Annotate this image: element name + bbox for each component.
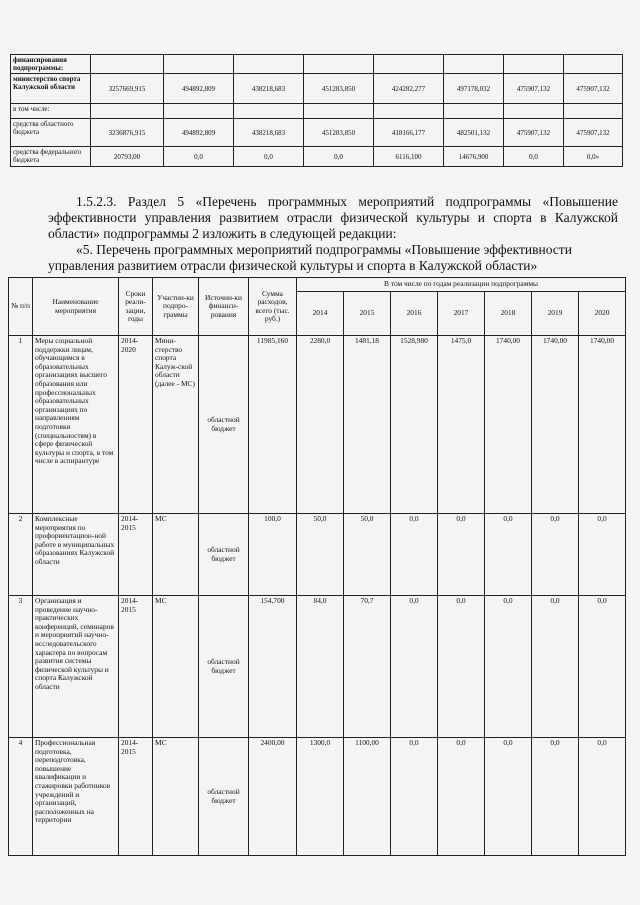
measure-row xyxy=(9,596,626,738)
measure-year-value: 1481,18 xyxy=(344,336,391,514)
funding-value-cell xyxy=(504,55,564,74)
header-year-2014: 2014 xyxy=(297,292,344,336)
measure-row xyxy=(9,336,626,514)
measure-participants: МС xyxy=(153,514,199,596)
header-num: № п/п xyxy=(9,278,33,336)
measure-year-value: 70,7 xyxy=(344,596,391,738)
measure-year-value: 0,0 xyxy=(579,596,626,738)
funding-value-cell: 0,0 xyxy=(164,147,234,167)
header-year-2020: 2020 xyxy=(579,292,626,336)
funding-value-cell xyxy=(234,104,304,119)
funding-row-label: средства областного бюджета xyxy=(11,119,91,147)
measure-year-value: 0,0 xyxy=(485,596,532,738)
funding-value-cell: 20793,00 xyxy=(91,147,164,167)
funding-value-cell xyxy=(304,104,374,119)
measure-name: Меры социальной поддержки лицам, обучающимся в образовательных организациях высшего образования или профессиональных образовательных организациях по направлениям подготовки (специальностям) в сфере физической культуры и спорта, в том числе в аспирантуре xyxy=(33,336,119,514)
funding-value-cell: 418166,177 xyxy=(374,119,444,147)
measure-sum: 2400,00 xyxy=(249,738,297,856)
measure-sum: 154,700 xyxy=(249,596,297,738)
measure-year-value: 84,0 xyxy=(297,596,344,738)
funding-value-cell xyxy=(164,104,234,119)
funding-row xyxy=(11,119,623,147)
measure-funding-source: областной бюджет xyxy=(199,336,249,514)
measure-name: Организация и проведение научно-практических конференций, семинаров и мероприятий научно-исследовательского характера по вопросам развития системы физической культуры и спорта Калужской области xyxy=(33,596,119,738)
funding-value-cell: 475907,132 xyxy=(504,74,564,104)
measure-year-value: 0,0 xyxy=(532,596,579,738)
section-title-paragraph: «5. Перечень программных мероприятий подпрограммы «Повышение эффективности управления развитием отрасли физической культуры и спорта в Калужской области» xyxy=(48,242,572,273)
funding-value-cell xyxy=(444,104,504,119)
measure-year-value: 2280,0 xyxy=(297,336,344,514)
funding-row xyxy=(11,147,623,167)
measure-terms: 2014-2015 xyxy=(119,738,153,856)
header-participants: Участни-ки подпро-граммы xyxy=(153,278,199,336)
measure-year-value: 0,0 xyxy=(485,738,532,856)
header-name: Наименование мероприятия xyxy=(33,278,119,336)
funding-value-cell xyxy=(374,104,444,119)
measure-row xyxy=(9,738,626,856)
funding-value-cell xyxy=(164,55,234,74)
measure-participants: МС xyxy=(153,738,199,856)
amendment-paragraph: 1.5.2.3. Раздел 5 «Перечень программных мероприятий подпрограммы «Повышение эффективности управления развитием отрасли физической культуры и спорта в Калужской области» подпрограммы 2 изложить в следующей редакции: xyxy=(48,194,618,241)
funding-value-cell: 475907,132 xyxy=(564,74,623,104)
funding-value-cell xyxy=(234,55,304,74)
header-year-2019: 2019 xyxy=(532,292,579,336)
measure-terms: 2014-2020 xyxy=(119,336,153,514)
measure-num: 1 xyxy=(9,336,33,514)
measure-year-value: 1740,00 xyxy=(485,336,532,514)
measure-terms: 2014-2015 xyxy=(119,514,153,596)
funding-value-cell: 438218,683 xyxy=(234,74,304,104)
measure-year-value: 0,0 xyxy=(532,514,579,596)
funding-value-cell: 3236876,915 xyxy=(91,119,164,147)
funding-value-cell: 0,0 xyxy=(304,147,374,167)
header-by-year: В том числе по годам реализации подпрограммы xyxy=(297,278,626,292)
measure-name: Комплексные мероприятия по профориентацион-ной работе в муниципальных образованиях Калужской области xyxy=(33,514,119,596)
header-year-2015: 2015 xyxy=(344,292,391,336)
funding-row-label: в том числе: xyxy=(11,104,91,119)
funding-value-cell: 0,0» xyxy=(564,147,623,167)
funding-value-cell: 0,0 xyxy=(234,147,304,167)
measure-num: 3 xyxy=(9,596,33,738)
measure-funding-source: областной бюджет xyxy=(199,596,249,738)
measure-participants: Мини-стерство спорта Калуж-ской области (далее - МС) xyxy=(153,336,199,514)
measure-year-value: 50,0 xyxy=(297,514,344,596)
funding-value-cell: 0,0 xyxy=(504,147,564,167)
measure-year-value: 1528,980 xyxy=(391,336,438,514)
funding-value-cell: 424282,277 xyxy=(374,74,444,104)
measure-year-value: 0,0 xyxy=(438,514,485,596)
header-sources: Источни-ки финанси-рования xyxy=(199,278,249,336)
measure-year-value: 0,0 xyxy=(579,738,626,856)
funding-value-cell xyxy=(91,55,164,74)
funding-value-cell: 3257669,915 xyxy=(91,74,164,104)
measure-sum: 100,0 xyxy=(249,514,297,596)
measure-year-value: 1740,00 xyxy=(579,336,626,514)
funding-value-cell: 14676,900 xyxy=(444,147,504,167)
funding-value-cell xyxy=(444,55,504,74)
measure-year-value: 0,0 xyxy=(391,596,438,738)
funding-row xyxy=(11,104,623,119)
funding-value-cell: 6116,100 xyxy=(374,147,444,167)
funding-value-cell: 438218,683 xyxy=(234,119,304,147)
funding-row-label: министерство спорта Калужской области xyxy=(11,74,91,104)
header-year-2016: 2016 xyxy=(391,292,438,336)
funding-value-cell xyxy=(564,104,623,119)
funding-value-cell: 451283,850 xyxy=(304,74,374,104)
measure-num: 4 xyxy=(9,738,33,856)
funding-value-cell xyxy=(374,55,444,74)
measure-year-value: 0,0 xyxy=(391,738,438,856)
measure-year-value: 1475,0 xyxy=(438,336,485,514)
measure-participants: МС xyxy=(153,596,199,738)
header-year-2018: 2018 xyxy=(485,292,532,336)
funding-row xyxy=(11,74,623,104)
measure-year-value: 1100,00 xyxy=(344,738,391,856)
measure-year-value: 0,0 xyxy=(532,738,579,856)
funding-row-label: финансирования подпрограммы: xyxy=(11,55,91,74)
funding-value-cell xyxy=(504,104,564,119)
funding-summary-table xyxy=(10,54,623,167)
header-terms: Сроки реали-зации, годы xyxy=(119,278,153,336)
funding-row-label: средства федерального бюджета xyxy=(11,147,91,167)
measure-year-value: 0,0 xyxy=(391,514,438,596)
measure-year-value: 0,0 xyxy=(485,514,532,596)
measure-name: Профессиональная подготовка, переподготовка, повышение квалификации и стажировки работников учреждений и организаций, расположенных на территории xyxy=(33,738,119,856)
funding-row xyxy=(11,55,623,74)
measure-year-value: 0,0 xyxy=(438,738,485,856)
measure-year-value: 0,0 xyxy=(579,514,626,596)
header-year-2017: 2017 xyxy=(438,292,485,336)
measure-year-value: 0,0 xyxy=(438,596,485,738)
funding-value-cell: 451283,850 xyxy=(304,119,374,147)
measure-num: 2 xyxy=(9,514,33,596)
measures-table xyxy=(8,277,626,856)
measure-funding-source: областной бюджет xyxy=(199,738,249,856)
funding-value-cell: 475907,132 xyxy=(504,119,564,147)
funding-value-cell: 494892,809 xyxy=(164,74,234,104)
funding-value-cell: 475907,132 xyxy=(564,119,623,147)
measure-year-value: 1740,00 xyxy=(532,336,579,514)
funding-value-cell xyxy=(304,55,374,74)
funding-value-cell xyxy=(564,55,623,74)
measure-sum: 11985,160 xyxy=(249,336,297,514)
funding-value-cell: 497178,032 xyxy=(444,74,504,104)
measure-funding-source: областной бюджет xyxy=(199,514,249,596)
header-sum: Сумма расходов, всего (тыс. руб.) xyxy=(249,278,297,336)
measure-year-value: 1300,0 xyxy=(297,738,344,856)
measure-year-value: 50,0 xyxy=(344,514,391,596)
funding-value-cell: 494892,809 xyxy=(164,119,234,147)
funding-value-cell xyxy=(91,104,164,119)
funding-value-cell: 482501,132 xyxy=(444,119,504,147)
measure-terms: 2014-2015 xyxy=(119,596,153,738)
measure-row xyxy=(9,514,626,596)
